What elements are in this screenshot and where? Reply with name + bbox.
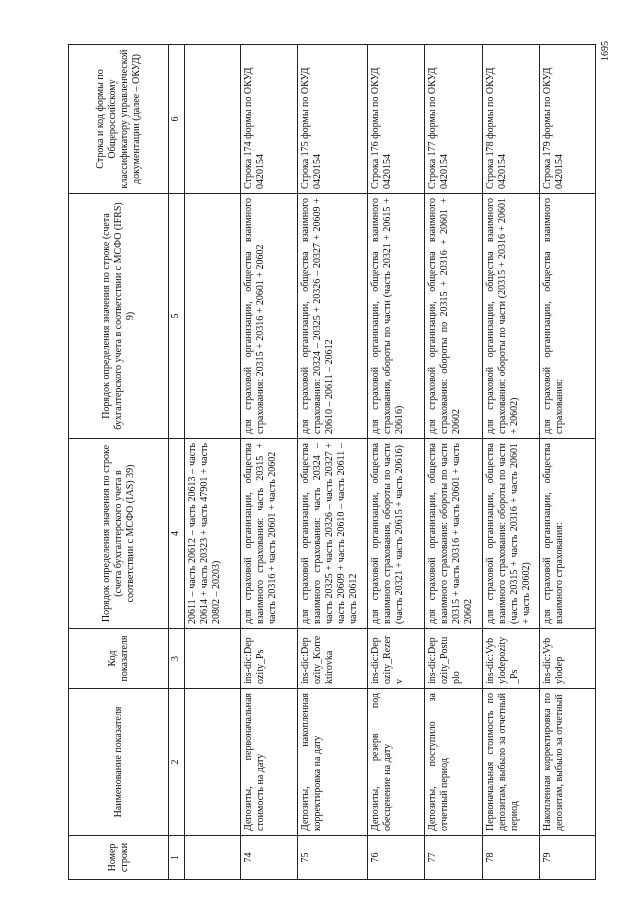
indicator-code — [184, 629, 240, 689]
indicator-name: Первоначальная стоимость по депозитам, выбыло за отчетный период — [482, 689, 539, 836]
ifrs9-rule: для страховой организации, общества взаимного страхования: обороты по части (20315 + 20316 + 20601 + 20602) — [482, 194, 539, 439]
okud-reference: Строка 179 формы по ОКУД 0420154 — [539, 45, 595, 194]
ias39-rule: для страховой организации, общества взаимного страхования: обороты по части (часть 20315 + часть 20316 + часть 20601 + часть 20602) — [482, 439, 539, 629]
column-number: 1 — [169, 836, 184, 880]
header-cell: Номер строки — [69, 836, 169, 880]
row-number: 77 — [425, 836, 482, 880]
okud-reference: Строка 174 формы по ОКУД 0420154 — [240, 45, 297, 194]
ifrs9-rule: для страховой организации, общества взаимного страхования: обороты по 20315 + 20316 + 20601 + 20602 — [425, 194, 482, 439]
row-number: 76 — [368, 836, 425, 880]
header-cell: Порядок определения значения по строке (счета бухгалтерского учета в соответствии с МСФО (IAS) 39) — [69, 439, 169, 629]
rotated-page — [68, 45, 596, 880]
column-number: 3 — [169, 629, 184, 689]
column-number: 4 — [169, 439, 184, 629]
indicator-name — [184, 689, 240, 836]
row-number: 74 — [240, 836, 297, 880]
ias39-rule: для страховой организации, общества взаимного страхования, обороты по части (часть 20321 + часть 20615 + часть 20616) — [368, 439, 425, 629]
okud-reference: Строка 178 формы по ОКУД 0420154 — [482, 45, 539, 194]
indicator-table — [68, 44, 596, 880]
ias39-rule: для страховой организации, общества взаимного страхования: обороты по части 20315 + часть 20316 + часть 20601 + часть 20602 — [425, 439, 482, 629]
table-row — [425, 45, 482, 880]
okud-reference: Строка 177 формы по ОКУД 0420154 — [425, 45, 482, 194]
indicator-code: ins-dic:Depozity_Korrektirovka — [297, 629, 367, 689]
indicator-name: Депозиты, резерв под обесценение на дату — [368, 689, 425, 836]
table-row — [297, 45, 367, 880]
column-number: 6 — [169, 45, 184, 194]
header-cell: Порядок определения значения по строке (счета бухгалтерского учета в соответствии с МСФО (IFRS) 9) — [69, 194, 169, 439]
table-row — [240, 45, 297, 880]
okud-reference: Строка 175 формы по ОКУД 0420154 — [297, 45, 367, 194]
header-cell: Код показателя — [69, 629, 169, 689]
okud-reference: Строка 176 формы по ОКУД 0420154 — [368, 45, 425, 194]
indicator-name: Накопленная корректировка по депозитам, выбыло за отчетный — [539, 689, 595, 836]
ias39-rule: для страховой организации, общества взаимного страхования: часть 20324 – часть 20325 + часть 20326 – часть 20327 + часть 20609 + часть 20610 – часть 20611 – часть 20612 — [297, 439, 367, 629]
indicator-code: ins-dic:Depozity_Rezerv — [368, 629, 425, 689]
row-number — [184, 836, 240, 880]
ifrs9-rule: для страховой организации, общества взаимного страхования: — [539, 194, 595, 439]
column-number-row — [169, 45, 184, 880]
ias39-rule: для страховой организации, общества взаимного страхования: — [539, 439, 595, 629]
row-number: 75 — [297, 836, 367, 880]
table-row — [368, 45, 425, 880]
header-cell: Строка и код формы по Общероссийскому классификатору управленческой документации (далее – ОКУД) — [69, 45, 169, 194]
indicator-name: Депозиты, поступило за отчетный период — [425, 689, 482, 836]
row-number: 78 — [482, 836, 539, 880]
ias39-rule: 20611 – часть 20612 – часть 20613 – часть 20614 + часть 20323 + часть 47901 + часть 20802 – 20203) — [184, 439, 240, 629]
table-row — [184, 45, 240, 880]
table-row — [539, 45, 595, 880]
row-number: 79 — [539, 836, 595, 880]
okud-reference — [184, 45, 240, 194]
indicator-name: Депозиты, накопленная корректировка на дату — [297, 689, 367, 836]
indicator-code: ins-dic:Depozity_Ps — [240, 629, 297, 689]
indicator-code: ins-dic:Vybylodepozity_Ps — [482, 629, 539, 689]
ifrs9-rule: для страховой организации, общества взаимного страхования, обороты по части (часть 20321 + 20615 + 20616) — [368, 194, 425, 439]
header-row — [69, 45, 169, 880]
page-number: 1695 — [600, 41, 611, 61]
table-row — [482, 45, 539, 880]
ifrs9-rule: для страховой организации, общества взаимного страхования: 20324 – 20325 + 20326 – 20327 + 20609 + 20610 – 20611 – 20612 — [297, 194, 367, 439]
indicator-name: Депозиты, первоначальная стоимость на дату — [240, 689, 297, 836]
column-number: 5 — [169, 194, 184, 439]
indicator-code: ins-dic:Depozity_Postuplo — [425, 629, 482, 689]
ifrs9-rule: для страховой организации, общества взаимного страхования: 20315 + 20316 + 20601 + 20602 — [240, 194, 297, 439]
header-cell: Наименование показателя — [69, 689, 169, 836]
ias39-rule: для страховой организации, общества взаимного страхования: часть 20315 + часть 20316 + часть 20601 + часть 20602 — [240, 439, 297, 629]
indicator-code: ins-dic:Vybylodep — [539, 629, 595, 689]
column-number: 2 — [169, 689, 184, 836]
ifrs9-rule — [184, 194, 240, 439]
